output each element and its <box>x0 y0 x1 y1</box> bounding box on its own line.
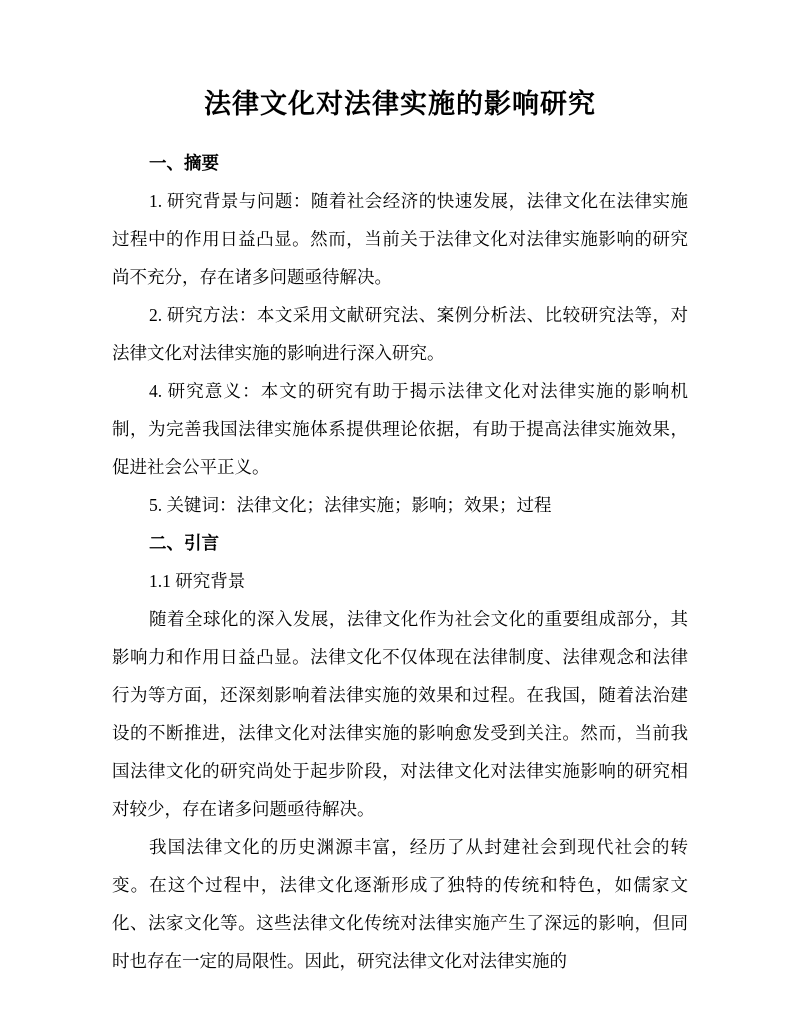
abstract-item-1: 1. 研究背景与问题：随着社会经济的快速发展，法律文化在法律实施过程中的作用日益凸显。然而，当前关于法律文化对法律实施影响的研究尚不充分，存在诸多问题亟待解决。 <box>112 191 688 287</box>
document-title <box>112 84 688 124</box>
abstract-section-heading: 一、摘要 <box>149 153 219 173</box>
abstract-item-2: 2. 研究方法：本文采用文献研究法、案例分析法、比较研究法等，对法律文化对法律实施的影响进行深入研究。 <box>112 305 688 363</box>
research-background-subheading: 1.1 研究背景 <box>149 571 246 591</box>
introduction-paragraph-1: 随着全球化的深入发展，法律文化作为社会文化的重要组成部分，其影响力和作用日益凸显。法律文化不仅体现在法律制度、法律观念和法律行为等方面，还深刻影响着法律实施的效果和过程。在我国，随着法治建设的不断推进，法律文化对法律实施的影响愈发受到关注。然而，当前我国法律文化的研究尚处于起步阶段，对法律文化对法律实施影响的研究相对较少，存在诸多问题亟待解决。 <box>112 609 688 819</box>
introduction-section-heading: 二、引言 <box>149 533 219 553</box>
introduction-paragraph-2: 我国法律文化的历史渊源丰富，经历了从封建社会到现代社会的转变。在这个过程中，法律文化逐渐形成了独特的传统和特色，如儒家文化、法家文化等。这些法律文化传统对法律实施产生了深远的影响，但同时也存在一定的局限性。因此，研究法律文化对法律实施的 <box>112 837 688 971</box>
document-title-text: 法律文化对法律实施的影响研究 <box>204 89 596 119</box>
abstract-item-4: 4. 研究意义：本文的研究有助于揭示法律文化对法律实施的影响机制，为完善我国法律实施体系提供理论依据，有助于提高法律实施效果，促进社会公平正义。 <box>112 381 688 477</box>
abstract-item-5-keywords: 5. 关键词：法律文化；法律实施；影响；效果；过程 <box>149 495 552 515</box>
